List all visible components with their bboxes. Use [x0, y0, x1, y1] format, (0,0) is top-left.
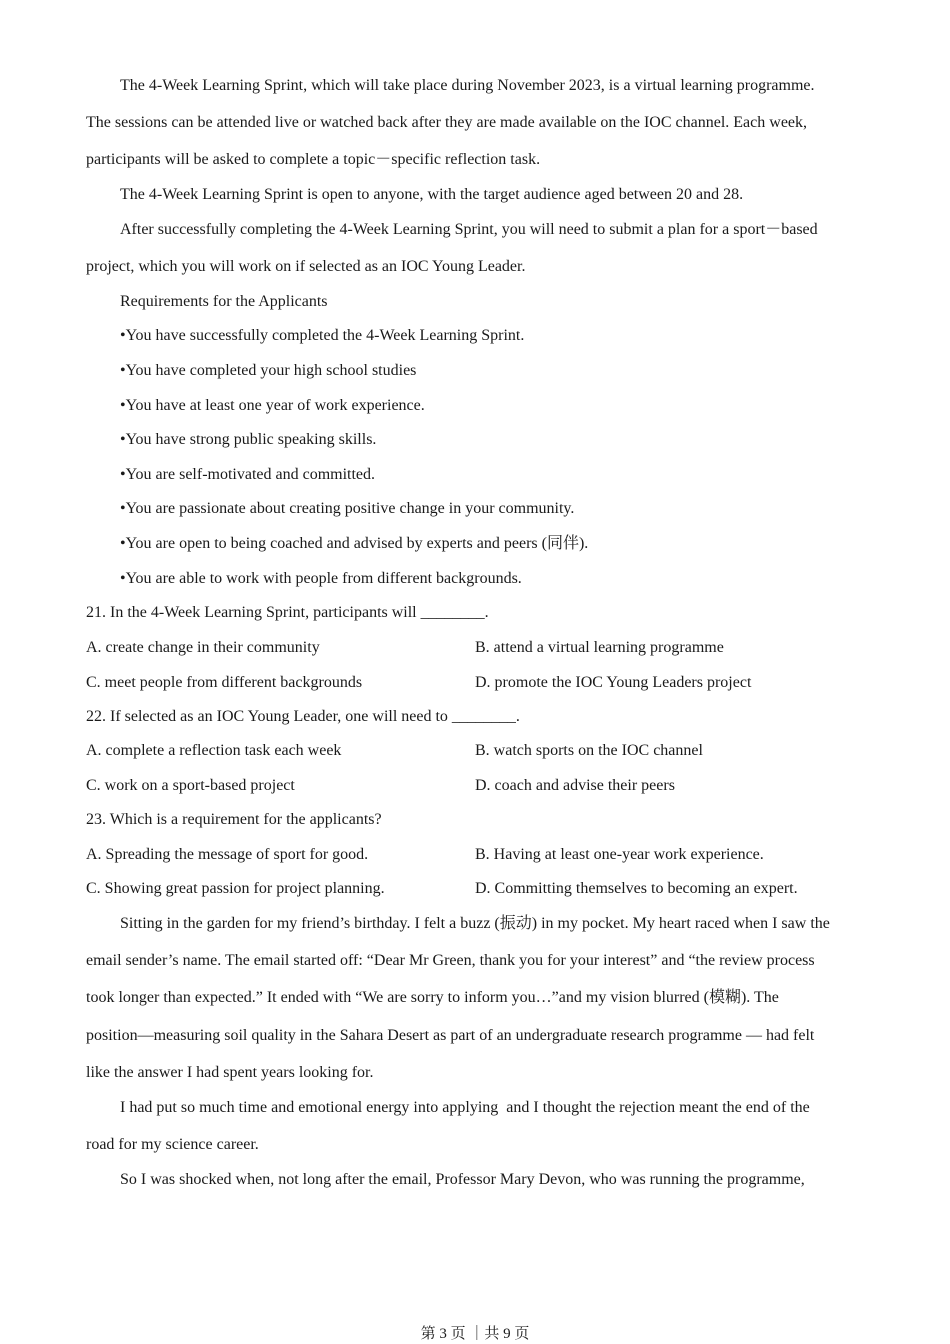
requirements-heading: Requirements for the Applicants	[120, 293, 328, 310]
option-d: D. promote the IOC Young Leaders project	[475, 674, 752, 691]
option-a: A. complete a reflection task each week	[86, 742, 342, 759]
passage-c-line: I had put so much time and emotional energy into applying and I thought the rejection meant the end of the	[120, 1099, 810, 1116]
option-b: B. attend a virtual learning programme	[475, 639, 724, 656]
passage-b-line: participants will be asked to complete a topic－specific reflection task.	[86, 151, 541, 168]
requirement-item: •You have completed your high school studies	[120, 362, 417, 379]
passage-b-line: The 4-Week Learning Sprint, which will take place during November 2023, is a virtual learning programme.	[120, 77, 815, 94]
passage-c-line: took longer than expected.” It ended with “We are sorry to inform you…”and my vision blurred (模糊). The	[86, 989, 779, 1006]
passage-c-line: Sitting in the garden for my friend’s birthday. I felt a buzz (振动) in my pocket. My heart raced when I saw the	[120, 915, 830, 932]
question-stem: 23. Which is a requirement for the applicants?	[86, 811, 382, 828]
passage-b-line: project, which you will work on if selected as an IOC Young Leader.	[86, 258, 526, 275]
option-c: C. meet people from different backgrounds	[86, 674, 363, 691]
option-a: A. create change in their community	[86, 639, 320, 656]
passage-c-line: email sender’s name. The email started off: “Dear Mr Green, thank you for your interest” and “the review process	[86, 952, 815, 969]
option-b: B. Having at least one-year work experience.	[475, 846, 764, 863]
passage-c-line: like the answer I had spent years looking for.	[86, 1064, 374, 1081]
option-d: D. Committing themselves to becoming an expert.	[475, 880, 798, 897]
option-d: D. coach and advise their peers	[475, 777, 675, 794]
passage-b-line: After successfully completing the 4-Week Learning Sprint, you will need to submit a plan for a sport－based	[120, 221, 818, 238]
requirement-item: •You have at least one year of work experience.	[120, 397, 425, 414]
requirement-item: •You have strong public speaking skills.	[120, 431, 377, 448]
passage-b-line: The 4-Week Learning Sprint is open to anyone, with the target audience aged between 20 and 28.	[120, 186, 744, 203]
option-c: C. Showing great passion for project planning.	[86, 880, 385, 897]
page-footer: 第 3 页 ｜共 9 页	[420, 1326, 530, 1342]
requirement-item: •You are open to being coached and advised by experts and peers (同伴).	[120, 535, 589, 552]
requirement-item: •You have successfully completed the 4-Week Learning Sprint.	[120, 327, 525, 344]
passage-b-line: The sessions can be attended live or watched back after they are made available on the IOC channel. Each week,	[86, 114, 808, 131]
requirement-item: •You are able to work with people from different backgrounds.	[120, 570, 522, 587]
passage-c-line: position—measuring soil quality in the Sahara Desert as part of an undergraduate research programme — had felt	[86, 1027, 815, 1044]
requirement-item: •You are self-motivated and committed.	[120, 466, 376, 483]
option-a: A. Spreading the message of sport for good.	[86, 846, 369, 863]
passage-c-line: So I was shocked when, not long after the email, Professor Mary Devon, who was running the programme,	[120, 1171, 805, 1188]
question-stem: 21. In the 4-Week Learning Sprint, participants will ________.	[86, 604, 489, 621]
option-b: B. watch sports on the IOC channel	[475, 742, 703, 759]
requirement-item: •You are passionate about creating positive change in your community.	[120, 500, 575, 517]
option-c: C. work on a sport-based project	[86, 777, 295, 794]
passage-c-line: road for my science career.	[86, 1136, 259, 1153]
question-stem: 22. If selected as an IOC Young Leader, one will need to ________.	[86, 708, 520, 725]
